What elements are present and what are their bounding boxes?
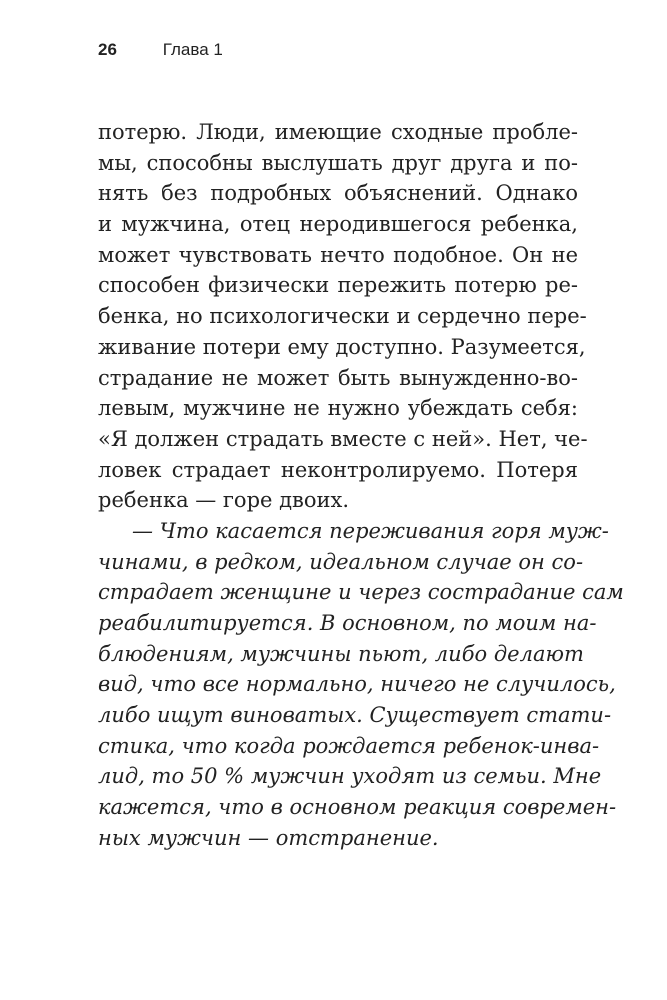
text-line: и мужчина, отец неродившегося ребенка, — [98, 212, 578, 237]
text-line: потерю. Люди, имеющие сходные пробле- — [98, 120, 578, 144]
text-line: страдает женщине и через сострадание сам — [98, 580, 624, 605]
text-line: стика, что когда рождается ребенок-инва- — [98, 733, 600, 758]
page-number: 26 — [98, 40, 117, 59]
text-line: страдание не может быть вынужденно-во- — [98, 365, 578, 390]
text-line: нять без подробных объяснений. Однако — [98, 181, 578, 206]
text-line: ребенка — горе двоих. — [98, 488, 350, 513]
text-line: либо ищут виноватых. Существует стати- — [98, 703, 612, 728]
chapter-title: Глава 1 — [162, 40, 223, 59]
text-line: бенка, но психологически и сердечно пере- — [98, 304, 587, 329]
text-line: может чувствовать нечто подобное. Он не — [98, 242, 578, 267]
text-line: лид, то 50 % мужчин уходят из семьи. Мне — [98, 764, 602, 789]
paragraph-regular — [98, 117, 588, 516]
text-line: мы, способны выслушать друг друга и по- — [98, 150, 578, 175]
body-text — [98, 117, 624, 854]
text-line: чинами, в редком, идеальном случае он со- — [98, 549, 584, 574]
text-line: реабилитируется. В основном, по моим на- — [98, 611, 597, 635]
text-line: ных мужчин — отстранение. — [98, 825, 439, 850]
running-head — [98, 40, 223, 60]
text-line: блюдениям, мужчины пьют, либо делают — [98, 641, 584, 666]
text-line: — Что касается переживания горя муж- — [132, 518, 609, 543]
text-line: вид, что все нормально, ничего не случилось, — [98, 672, 616, 697]
text-line: ловек страдает неконтролируемо. Потеря — [98, 457, 578, 482]
text-line: способен физически пережить потерю ре- — [98, 273, 578, 298]
text-line: левым, мужчине не нужно убеждать себя: — [98, 396, 578, 421]
text-line: кажется, что в основном реакция современ- — [98, 795, 617, 820]
text-line: живание потери ему доступно. Разумеется, — [98, 334, 586, 359]
text-line: «Я должен страдать вместе с ней». Нет, че- — [98, 426, 588, 451]
paragraph-italic-quote — [98, 516, 624, 854]
